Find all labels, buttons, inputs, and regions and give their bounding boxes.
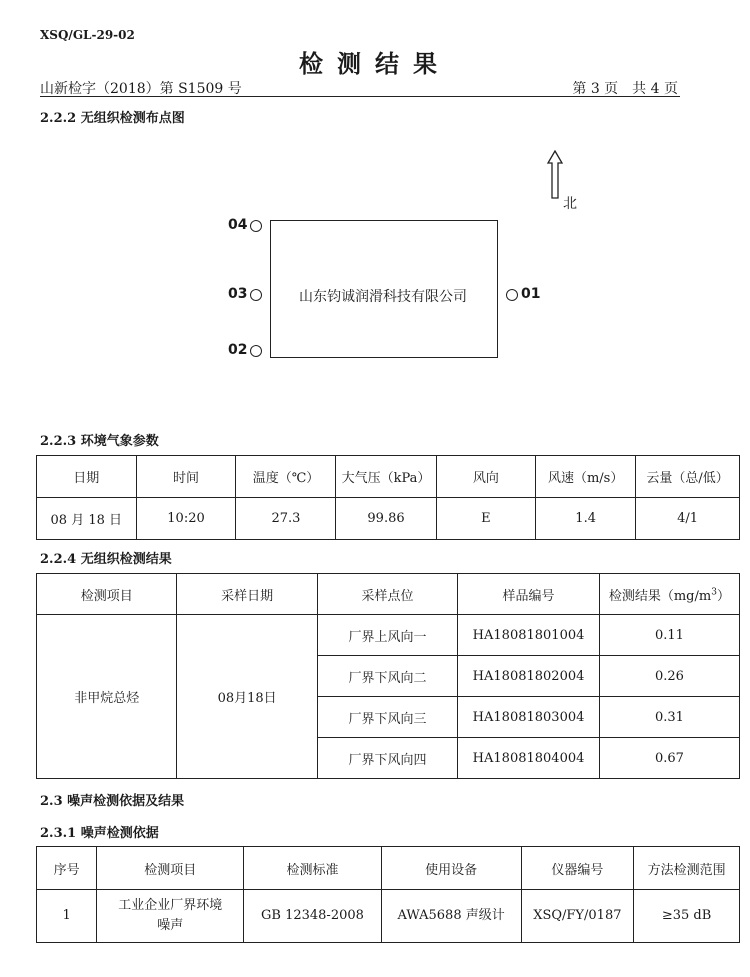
cell-point: 厂界下风向三: [317, 697, 457, 738]
header-result-sup: 3: [711, 587, 717, 598]
table-row: [37, 615, 740, 656]
header-time: 时间: [136, 456, 236, 498]
header-item: 检测项目: [97, 847, 244, 890]
header-sampling-date: 采样日期: [177, 574, 317, 615]
cell-item: [97, 890, 244, 943]
cell-date: 08 月 18 日: [37, 498, 137, 540]
table-row: [37, 498, 740, 540]
cell-sampling-date: 08月18日: [177, 615, 317, 779]
table-header-row: [37, 574, 740, 615]
header-result: [599, 574, 739, 615]
cell-value: 0.67: [599, 738, 739, 779]
header-wind-speed: 风速（m/s）: [536, 456, 636, 498]
monitoring-point-01-icon: [506, 289, 518, 301]
cell-item-line2: 噪声: [157, 918, 184, 933]
site-name: 山东钧诚润滑科技有限公司: [299, 289, 467, 305]
cell-method-range: ≥35 dB: [634, 890, 740, 943]
cell-value: 0.11: [599, 615, 739, 656]
results-table: [36, 573, 740, 779]
monitoring-point-label-02: 02: [228, 342, 248, 358]
header-result-tail: ）: [716, 588, 730, 604]
section-heading-2-3-1: 2.3.1 噪声检测依据: [40, 826, 159, 841]
header-serial: 序号: [37, 847, 97, 890]
monitoring-point-04-icon: [250, 220, 262, 232]
noise-basis-table: [36, 846, 740, 943]
header-method-range: 方法检测范围: [634, 847, 740, 890]
cell-pressure: 99.86: [336, 498, 436, 540]
table-row: [37, 890, 740, 943]
header-date: 日期: [37, 456, 137, 498]
header-cloud-cover: 云量（总/低）: [636, 456, 740, 498]
cell-point: 厂界下风向四: [317, 738, 457, 779]
page-title: 检测结果: [299, 49, 451, 78]
monitoring-point-label-03: 03: [228, 286, 248, 302]
report-number: 山新检字（2018）第 S1509 号: [40, 81, 242, 97]
header-standard: 检测标准: [244, 847, 382, 890]
cell-wind-speed: 1.4: [536, 498, 636, 540]
header-test-item: 检测项目: [37, 574, 177, 615]
monitoring-point-02-icon: [250, 345, 262, 357]
monitoring-point-label-04: 04: [228, 217, 248, 233]
cell-sample: HA18081801004: [458, 615, 600, 656]
table-header-row: [37, 847, 740, 890]
header-instrument-no: 仪器编号: [521, 847, 634, 890]
header-sampling-point: 采样点位: [317, 574, 457, 615]
header-wind-direction: 风向: [436, 456, 536, 498]
north-label: 北: [563, 196, 577, 212]
cell-serial: 1: [37, 890, 97, 943]
header-pressure: 大气压（kPa）: [336, 456, 436, 498]
cell-equipment: AWA5688 声级计: [381, 890, 521, 943]
monitoring-point-label-01: 01: [521, 286, 541, 302]
cell-point: 厂界上风向一: [317, 615, 457, 656]
header-temperature: 温度（℃）: [236, 456, 336, 498]
header-equipment: 使用设备: [381, 847, 521, 890]
cell-value: 0.31: [599, 697, 739, 738]
cell-standard: GB 12348-2008: [244, 890, 382, 943]
cell-test-item: 非甲烷总烃: [37, 615, 177, 779]
weather-table: [36, 455, 740, 540]
cell-instrument-no: XSQ/FY/0187: [521, 890, 634, 943]
header-result-text: 检测结果（mg/m: [608, 588, 712, 604]
header-sample-no: 样品编号: [458, 574, 600, 615]
cell-value: 0.26: [599, 656, 739, 697]
section-heading-2-2-3: 2.2.3 环境气象参数: [40, 434, 159, 449]
section-heading-2-2-4: 2.2.4 无组织检测结果: [40, 552, 172, 567]
cell-sample: HA18081803004: [458, 697, 600, 738]
cell-wind-direction: E: [436, 498, 536, 540]
cell-sample: HA18081802004: [458, 656, 600, 697]
section-heading-2-3: 2.3 噪声检测依据及结果: [40, 794, 185, 809]
table-header-row: [37, 456, 740, 498]
monitoring-point-03-icon: [250, 289, 262, 301]
header-divider: [40, 96, 680, 97]
section-heading-2-2-2: 2.2.2 无组织检测布点图: [40, 111, 185, 126]
cell-sample: HA18081804004: [458, 738, 600, 779]
cell-temperature: 27.3: [236, 498, 336, 540]
page-info: 第 3 页 共 4 页: [572, 81, 678, 97]
cell-item-line1: 工业企业厂界环境: [118, 898, 223, 913]
cell-point: 厂界下风向二: [317, 656, 457, 697]
north-arrow-icon: [545, 150, 565, 202]
document-code: XSQ/GL-29-02: [40, 28, 135, 42]
cell-time: 10:20: [136, 498, 236, 540]
cell-cloud-cover: 4/1: [636, 498, 740, 540]
